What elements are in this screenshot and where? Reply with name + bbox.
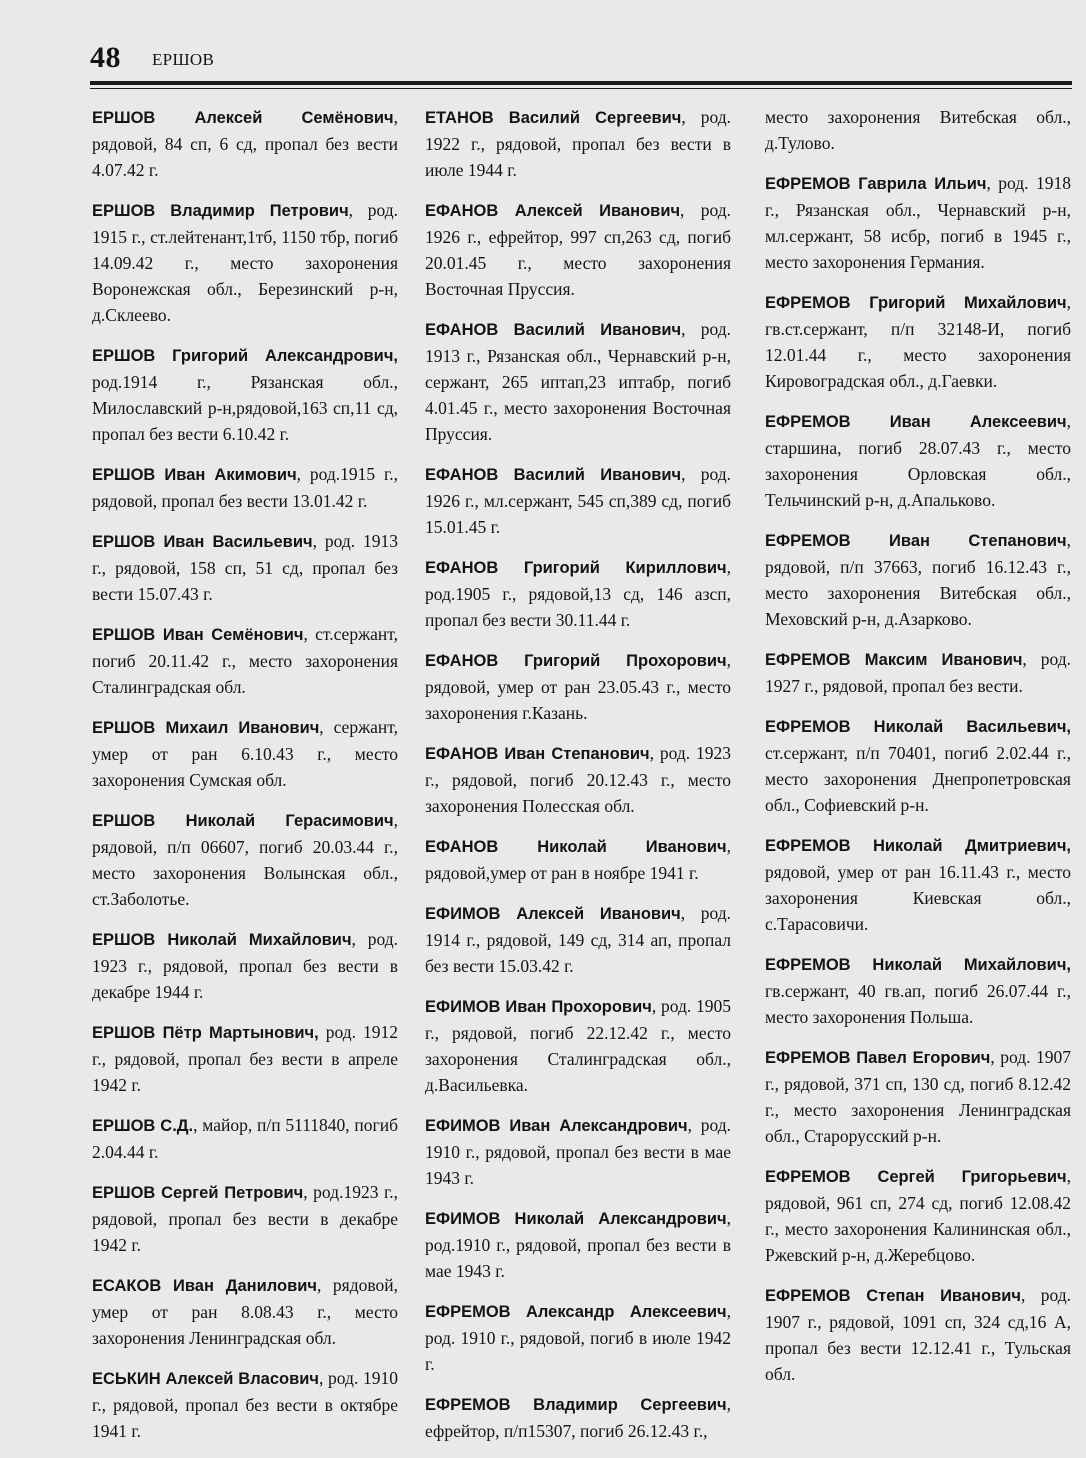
entry-name: ЕРШОВ Иван Васильевич [92, 533, 313, 551]
list-item [92, 461, 398, 514]
running-head: ЕРШОВ [152, 50, 215, 69]
page-number: 48 [90, 41, 121, 74]
list-item [765, 289, 1071, 394]
entry-text: , род. 1913 г., рядовой, 158 сп, 51 сд, пропал без вести 15.07.43 г. [92, 531, 398, 604]
entry-text: , род. 1926 г., ефрейтор, 997 сп,263 сд, погиб 20.01.45 г., место захоронения Восточная Пруссия. [425, 200, 731, 299]
entry-name: ЕРШОВ Михаил Иванович [92, 719, 320, 737]
list-item [765, 104, 1071, 156]
entry-text: , род. 1922 г., рядовой, пропал без вести в июле 1944 г. [425, 107, 731, 180]
entry-text: , род.1905 г., рядовой,13 сд, 146 азсп, пропал без вести 30.11.44 г. [425, 557, 731, 630]
list-item [92, 1179, 398, 1258]
list-item [425, 1112, 731, 1191]
entry-text: , рядовой, умер от ран 8.08.43 г., место захоронения Ленинградская обл. [92, 1275, 398, 1348]
entry-name: ЕФАНОВ Алексей Иванович [425, 202, 681, 220]
entry-name: ЕФРЕМОВ Степан Иванович [765, 1287, 1021, 1305]
list-item [765, 527, 1071, 632]
entry-text: , род. 1907 г., рядовой, 371 сп, 130 сд, погиб 8.12.42 г., место захоронения Ленинградская обл., Старорусский р-н. [765, 1047, 1071, 1146]
entry-name: ЕРШОВ Сергей Петрович [92, 1184, 304, 1202]
list-item [425, 993, 731, 1098]
list-item [425, 1205, 731, 1284]
entry-name: ЕФАНОВ Иван Степанович [425, 745, 650, 763]
entry-text: ст.сержант, п/п 70401, погиб 2.02.44 г., место захоронения Днепропетровская обл., Софиевский р-н. [765, 743, 1071, 815]
list-item [92, 926, 398, 1005]
list-item [425, 900, 731, 979]
header-rule-thin [90, 88, 1072, 89]
entry-name: ЕФИМОВ Алексей Иванович [425, 905, 681, 923]
entry-name: ЕФАНОВ Григорий Прохорович [425, 652, 727, 670]
list-item [765, 1163, 1071, 1268]
entry-text: род.1914 г., Рязанская обл., Милославский р-н,рядовой,163 сп,11 сд, пропал без вести 6.10.42 г. [92, 372, 398, 444]
entry-text: гв.сержант, 40 гв.ап, погиб 26.07.44 г., место захоронения Польша. [765, 981, 1071, 1027]
entry-name: ЕФРЕМОВ Владимир Сергеевич [425, 1396, 727, 1414]
entry-text: , рядовой, 84 сп, 6 сд, пропал без вести 4.07.42 г. [92, 107, 398, 180]
entry-name: ЕРШОВ Николай Михайлович [92, 931, 352, 949]
entry-name: ЕФАНОВ Василий Иванович [425, 321, 682, 339]
entry-text: , рядовой, п/п 06607, погиб 20.03.44 г., место захоронения Волынская обл., ст.Заболотье. [92, 810, 398, 909]
entry-name: ЕРШОВ Пётр Мартынович, [92, 1024, 319, 1042]
list-item [425, 1298, 731, 1377]
entry-text: , майор, п/п 5111840, погиб 2.04.44 г. [92, 1115, 398, 1162]
list-item [92, 528, 398, 607]
entry-text: , старшина, погиб 28.07.43 г., место захоронения Орловская обл., Тельчинский р-н, д.Апальково. [765, 411, 1071, 510]
entry-name: ЕФАНОВ Николай Иванович [425, 838, 727, 856]
list-item [92, 197, 398, 328]
entry-text: , род.1923 г., рядовой, пропал без вести в декабре 1942 г. [92, 1182, 398, 1255]
column-1 [92, 104, 398, 1458]
entry-text: , род. 1905 г., рядовой, погиб 22.12.42 г., место захоронения Сталинградская обл., д.Васильевка. [425, 996, 732, 1095]
column-3 [765, 104, 1071, 1401]
list-item [765, 1044, 1071, 1149]
entry-name: ЕФИМОВ Николай Александрович [425, 1210, 727, 1228]
list-item [92, 1112, 398, 1165]
entry-name: ЕТАНОВ Василий Сергеевич [425, 109, 682, 127]
entry-name: ЕРШОВ Алексей Семёнович [92, 109, 394, 127]
entry-name: ЕФАНОВ Василий Иванович [425, 466, 682, 484]
entry-text: , род. 1927 г., рядовой, пропал без вести. [765, 649, 1071, 696]
entry-text: , род.1915 г., рядовой, пропал без вести 13.01.42 г. [92, 464, 398, 511]
entry-name: ЕРШОВ Иван Семёнович [92, 626, 304, 644]
entry-text: , гв.ст.сержант, п/п 32148-И, погиб 12.01.44 г., место захоронения Кировоградская обл., д.Гаевки. [765, 292, 1071, 391]
entry-name: ЕФРЕМОВ Иван Степанович [765, 532, 1067, 550]
list-item [425, 197, 731, 302]
list-item [92, 342, 398, 447]
entry-text: рядовой, умер от ран 16.11.43 г., место захоронения Киевская обл., с.Тарасовичи. [765, 862, 1071, 934]
entry-text: , рядовой, умер от ран 23.05.43 г., место захоронения г.Казань. [425, 650, 731, 723]
entry-text: , род. 1913 г., Рязанская обл., Чернавский р-н, сержант, 265 иптап,23 иптабр, погиб 4.01.45 г., место захоронения Восточная Пруссия. [425, 319, 731, 444]
entry-name: ЕФРЕМОВ Гаврила Ильич [765, 175, 987, 193]
entry-text: , род. 1923 г., рядовой, погиб 20.12.43 г., место захоронения Полесская обл. [425, 743, 731, 816]
list-item [765, 408, 1071, 513]
entry-name: ЕФРЕМОВ Александр Алексеевич [425, 1303, 727, 1321]
entry-text: , род. 1918 г., Рязанская обл., Чернавский р-н, мл.сержант, 58 исбр, погиб в 1945 г., место захоронения Германия. [765, 173, 1071, 272]
list-item [765, 713, 1071, 818]
entry-name: ЕФИМОВ Иван Александрович [425, 1117, 688, 1135]
list-item [765, 170, 1071, 275]
list-item [92, 1365, 398, 1444]
entry-name: ЕРШОВ Иван Акимович [92, 466, 297, 484]
list-item [425, 647, 731, 726]
entry-name: ЕРШОВ С.Д. [92, 1117, 194, 1135]
entry-text: , род. 1915 г., ст.лейтенант,1тб, 1150 тбр, погиб 14.09.42 г., место захоронения Воронежская обл., Березинский р-н, д.Склеево. [92, 200, 398, 325]
entry-text: , род. 1923 г., рядовой, пропал без вести в декабре 1944 г. [92, 929, 398, 1002]
list-item [92, 1272, 398, 1351]
entry-name: ЕФРЕМОВ Иван Алексеевич [765, 413, 1067, 431]
list-item [765, 1282, 1071, 1387]
list-item [92, 807, 398, 912]
entry-text: , рядовой,умер от ран в ноябре 1941 г. [425, 836, 731, 883]
entry-name: ЕФРЕМОВ Николай Дмитриевич, [765, 837, 1071, 855]
entry-name: ЕСАКОВ Иван Данилович [92, 1277, 317, 1295]
entry-name: ЕФРЕМОВ Григорий Михайлович [765, 294, 1067, 312]
list-item [425, 833, 731, 886]
list-item [92, 1019, 398, 1098]
entry-text: , род. 1907 г., рядовой, 1091 сп, 324 сд,16 А, пропал без вести 12.12.41 г., Тульская обл. [765, 1285, 1071, 1384]
entry-name: ЕРШОВ Григорий Александрович, [92, 347, 398, 365]
entry-text: , рядовой, п/п 37663, погиб 16.12.43 г., место захоронения Витебская обл., Меховский р-н, д.Азарково. [765, 530, 1071, 629]
entry-text: , род.1910 г., рядовой, пропал без вести в мае 1943 г. [425, 1208, 731, 1281]
entry-name: ЕФРЕМОВ Павел Егорович [765, 1049, 991, 1067]
entry-name: ЕФРЕМОВ Максим Иванович [765, 651, 1023, 669]
list-item [765, 832, 1071, 937]
entry-name: ЕСЬКИН Алексей Власович [92, 1370, 319, 1388]
entry-text: , ст.сержант, погиб 20.11.42 г., место захоронения Сталинградская обл. [92, 624, 399, 697]
entry-name: ЕФАНОВ Григорий Кириллович [425, 559, 727, 577]
header-rule-thick [90, 81, 1072, 85]
entry-text: , род. 1926 г., мл.сержант, 545 сп,389 сд, погиб 15.01.45 г. [425, 464, 731, 537]
list-item [92, 714, 398, 793]
entry-name: ЕФРЕМОВ Сергей Григорьевич [765, 1168, 1067, 1186]
list-item [765, 951, 1071, 1030]
entry-text: , род. 1910 г., рядовой, погиб в июле 1942 г. [425, 1301, 731, 1374]
entry-text: , ефрейтор, п/п15307, погиб 26.12.43 г., [425, 1394, 731, 1441]
list-item [425, 461, 731, 540]
entry-text: , род. 1910 г., рядовой, пропал без вести в мае 1943 г. [425, 1115, 731, 1188]
entry-text: , сержант, умер от ран 6.10.43 г., место захоронения Сумская обл. [92, 717, 398, 790]
list-item [425, 316, 731, 447]
entry-text: , род. 1910 г., рядовой, пропал без вести в октябре 1941 г. [92, 1368, 399, 1441]
entry-name: ЕФРЕМОВ Николай Михайлович, [765, 956, 1071, 974]
entry-name: ЕРШОВ Владимир Петрович [92, 202, 349, 220]
entry-text: , рядовой, 961 сп, 274 сд, погиб 12.08.42 г., место захоронения Калининская обл., Ржевский р-н, д.Жеребцово. [765, 1166, 1071, 1265]
entry-text: , род. 1914 г., рядовой, 149 сд, 314 ап, пропал без вести 15.03.42 г. [425, 903, 731, 976]
column-2 [425, 104, 731, 1458]
list-item [765, 646, 1071, 699]
list-item [425, 104, 731, 183]
entry-name: ЕФИМОВ Иван Прохорович [425, 998, 652, 1016]
list-item [425, 1391, 731, 1444]
page-header [90, 38, 1072, 78]
list-item [425, 554, 731, 633]
entry-name: ЕФРЕМОВ Николай Васильевич, [765, 718, 1071, 736]
list-item [92, 104, 398, 183]
list-item [425, 740, 731, 819]
entry-text: род. 1912 г., рядовой, пропал без вести в апреле 1942 г. [92, 1022, 399, 1095]
entry-name: ЕРШОВ Николай Герасимович [92, 812, 394, 830]
list-item [92, 621, 398, 700]
entry-text: место захоронения Витебская обл., д.Тулово. [765, 107, 1071, 153]
